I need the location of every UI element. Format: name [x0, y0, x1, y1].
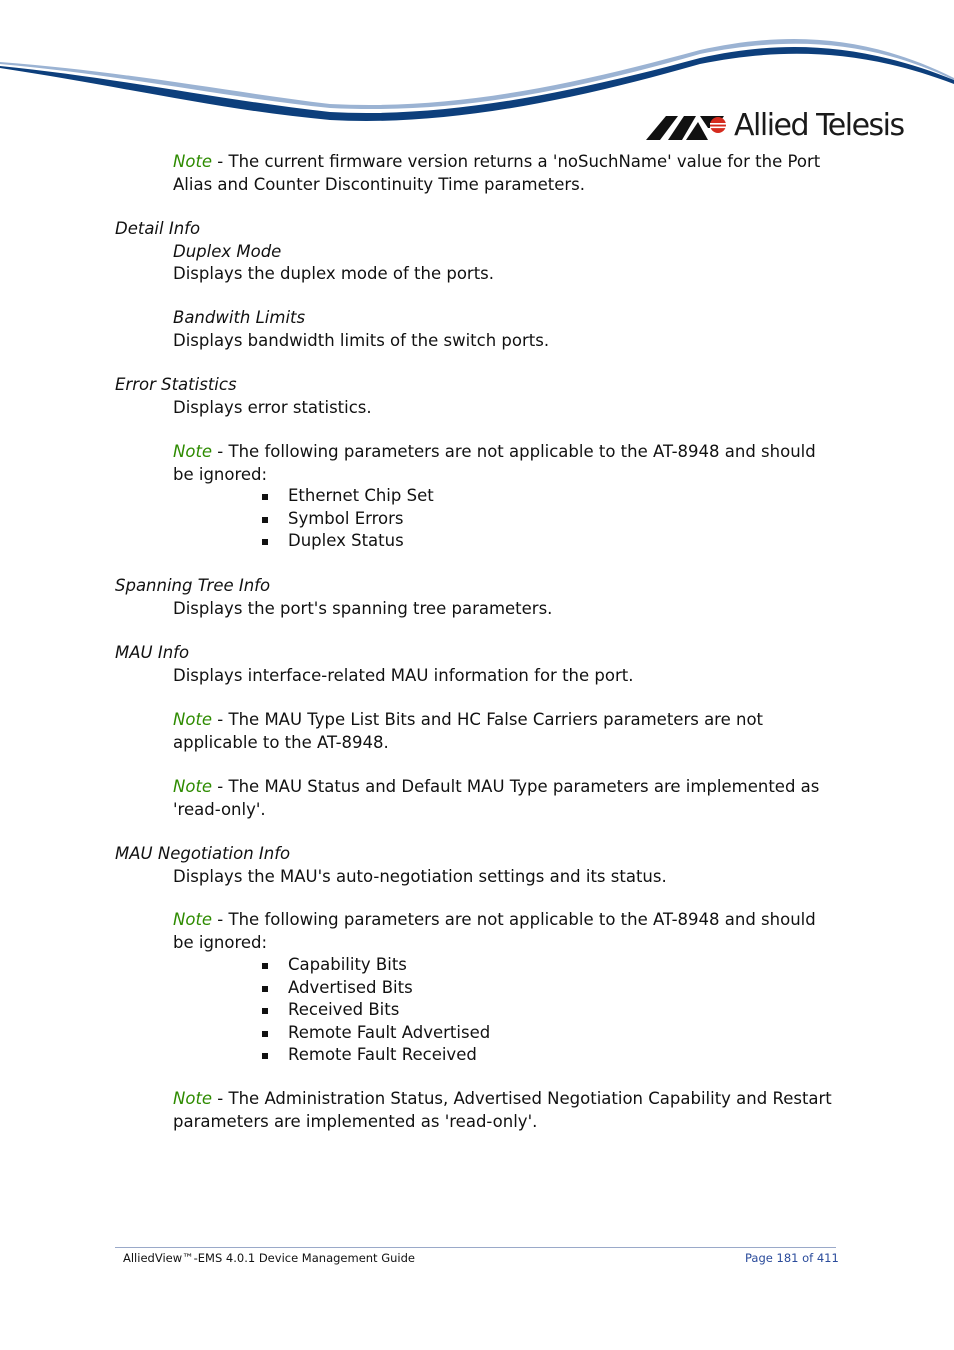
- mau-negotiation-text: Displays the MAU's auto-negotiation settings and its status.: [173, 867, 667, 886]
- note-text: - The MAU Status and Default MAU Type parameters are implemented as 'read-only'.: [173, 777, 820, 819]
- footer-guide-title: AlliedView™-EMS 4.0.1 Device Management Guide: [123, 1251, 415, 1265]
- footer-divider: [115, 1247, 836, 1248]
- firmware-note: [173, 150, 838, 196]
- mau-info-note-1: [173, 708, 838, 754]
- list-item: Symbol Errors: [258, 508, 434, 531]
- mau-negotiation-note-2: [173, 1087, 838, 1133]
- mau-info-text: Displays interface-related MAU information for the port.: [173, 666, 634, 685]
- note-text: - The MAU Type List Bits and HC False Carriers parameters are not applicable to the AT-8948.: [173, 710, 764, 752]
- list-item: Ethernet Chip Set: [258, 485, 434, 508]
- list-item: Duplex Status: [258, 530, 434, 553]
- bandwidth-limits-heading: Bandwith Limits: [173, 308, 306, 327]
- mau-info-heading: MAU Info: [115, 643, 190, 662]
- error-statistics-text: Displays error statistics.: [173, 398, 372, 417]
- note-label: Note: [173, 1089, 213, 1108]
- mau-info-note-2: [173, 775, 838, 821]
- list-item: Capability Bits: [258, 954, 490, 977]
- note-label: Note: [173, 777, 213, 796]
- list-item: Received Bits: [258, 999, 490, 1022]
- mau-negotiation-list: [258, 954, 490, 1067]
- list-item: Advertised Bits: [258, 977, 490, 1000]
- duplex-mode-heading: Duplex Mode: [173, 242, 282, 261]
- brand-name: Allied Telesis: [734, 108, 904, 143]
- list-item: Remote Fault Advertised: [258, 1022, 490, 1045]
- note-text: - The following parameters are not applicable to the AT-8948 and should be ignored:: [173, 910, 816, 952]
- note-label: Note: [173, 152, 213, 171]
- note-label: Note: [173, 910, 213, 929]
- detail-info-heading: Detail Info: [115, 219, 201, 238]
- spanning-tree-heading: Spanning Tree Info: [115, 576, 271, 595]
- mau-negotiation-note-1: [173, 908, 838, 954]
- footer-page-number: Page 181 of 411: [745, 1251, 839, 1265]
- error-statistics-list: [258, 485, 434, 553]
- error-statistics-note: [173, 440, 838, 486]
- duplex-mode-text: Displays the duplex mode of the ports.: [173, 264, 495, 283]
- note-label: Note: [173, 442, 213, 461]
- spanning-tree-text: Displays the port's spanning tree parameters.: [173, 599, 553, 618]
- note-label: Note: [173, 710, 213, 729]
- mau-negotiation-heading: MAU Negotiation Info: [115, 844, 291, 863]
- error-statistics-heading: Error Statistics: [115, 375, 237, 394]
- list-item: Remote Fault Received: [258, 1044, 490, 1067]
- note-text: - The current firmware version returns a 'noSuchName' value for the Port Alias and Counter Discontinuity Time parameters.: [173, 152, 821, 194]
- note-text: - The following parameters are not applicable to the AT-8948 and should be ignored:: [173, 442, 816, 484]
- note-text: - The Administration Status, Advertised Negotiation Capability and Restart parameters are implemented as 'read-only'.: [173, 1089, 832, 1131]
- bandwidth-limits-text: Displays bandwidth limits of the switch ports.: [173, 331, 550, 350]
